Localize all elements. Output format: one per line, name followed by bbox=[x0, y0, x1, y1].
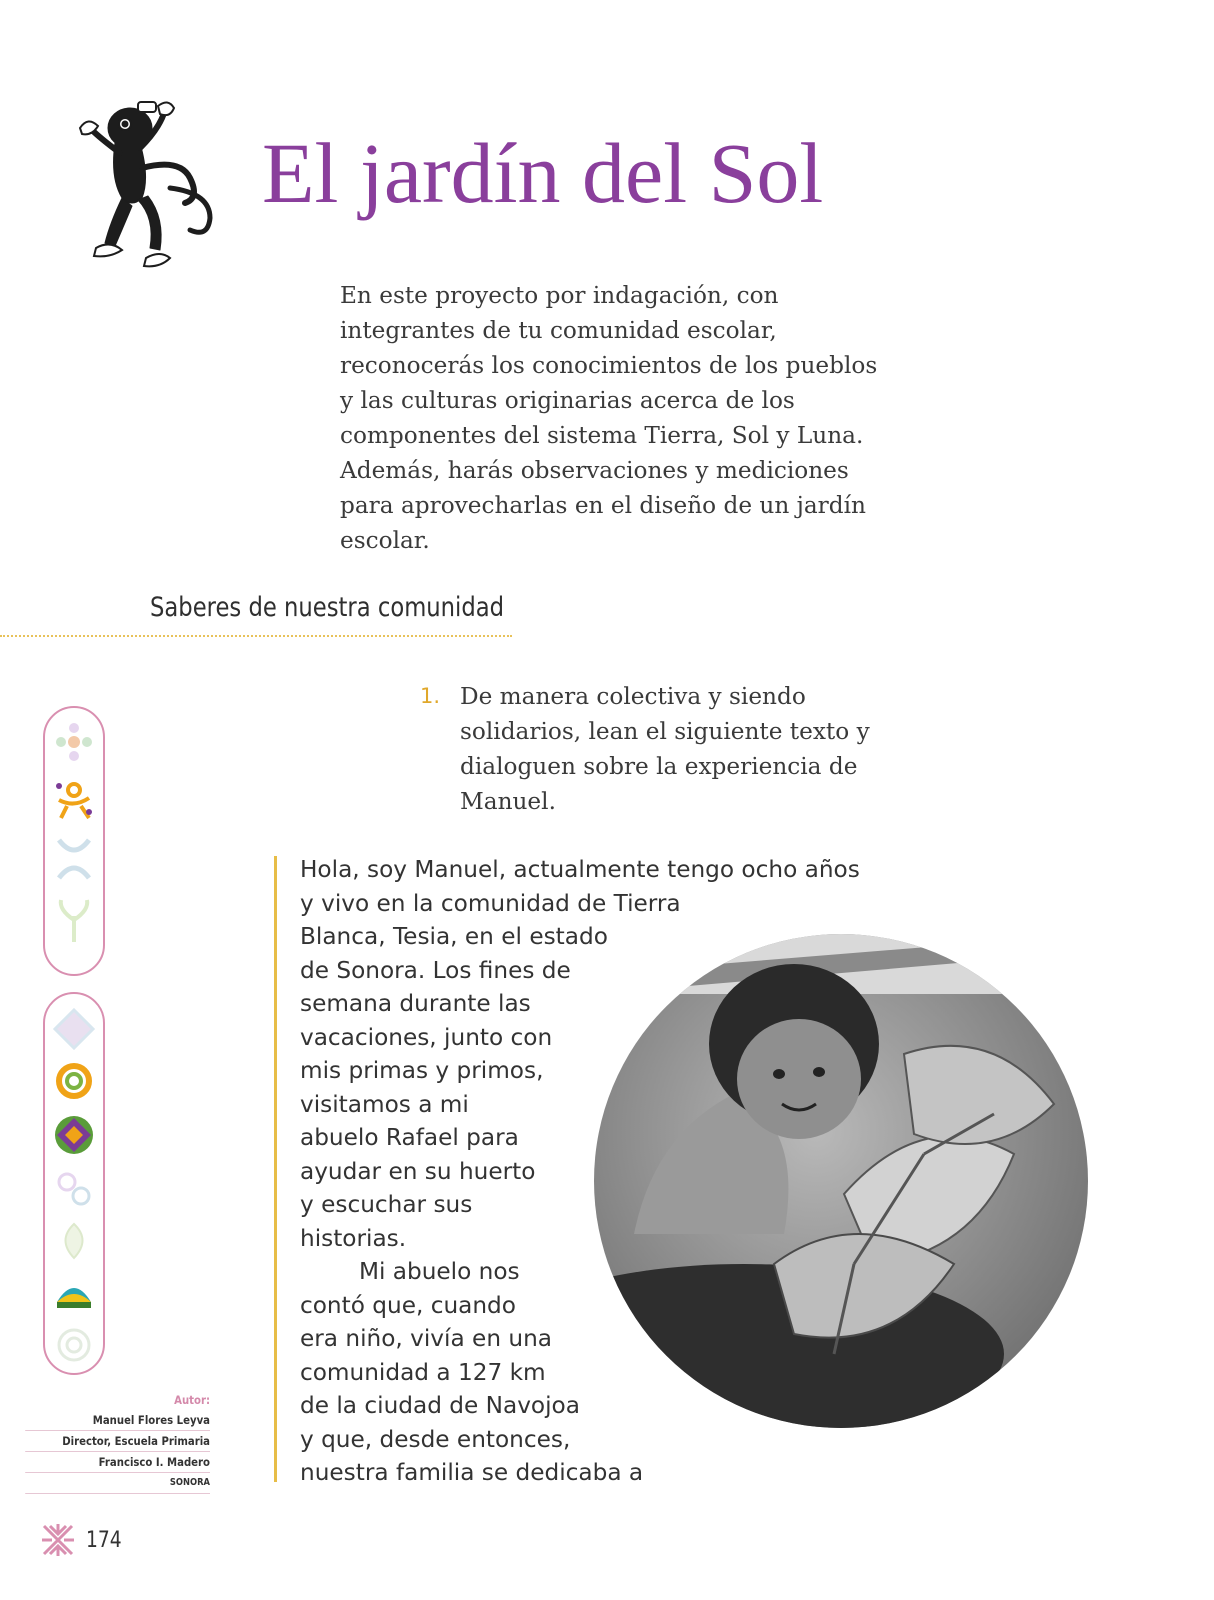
fan-icon bbox=[53, 1272, 95, 1314]
author-label: Autor: bbox=[174, 1393, 210, 1407]
reading-line: y vivo en la comunidad de Tierra bbox=[300, 889, 681, 917]
reading-line: visitamos a mi bbox=[300, 1090, 469, 1118]
flower-icon bbox=[53, 722, 95, 762]
step-instructions: De manera colectiva y siendo solidarios, lean el siguiente texto y dialoguen sobre la experiencia de Manuel. bbox=[460, 683, 870, 815]
reading-line: Hola, soy Manuel, actualmente tengo ocho años bbox=[300, 856, 860, 883]
sidebar-icon-group-top bbox=[43, 706, 105, 976]
page-ornament-icon bbox=[40, 1522, 76, 1558]
plant-icon bbox=[53, 896, 95, 946]
reading-line: comunidad a 127 km bbox=[300, 1358, 546, 1386]
reading-line: historias. bbox=[300, 1224, 407, 1252]
reading-line: abuelo Rafael para bbox=[300, 1124, 519, 1151]
section-divider bbox=[0, 635, 512, 637]
boy-in-garden-photo bbox=[594, 934, 1088, 1428]
star-compass-icon bbox=[53, 1114, 95, 1156]
reading-line: vacaciones, junto con bbox=[300, 1023, 553, 1051]
reading-line: contó que, cuando bbox=[300, 1291, 516, 1319]
reading-line: Mi abuelo nos bbox=[300, 1258, 520, 1285]
reading-accent-bar bbox=[274, 856, 277, 1482]
author-credits bbox=[0, 1390, 210, 1494]
reading-line: nuestra familia se dedicaba a bbox=[300, 1459, 644, 1486]
sidebar-icon-group-bottom bbox=[43, 992, 105, 1375]
author-state: SONORA bbox=[25, 1473, 210, 1494]
figures-icon bbox=[53, 834, 95, 884]
reading-line: era niño, vivía en una bbox=[300, 1325, 552, 1352]
reading-line: ayudar en su huerto bbox=[300, 1157, 536, 1185]
sun-figure-icon bbox=[53, 776, 95, 822]
section-heading: Saberes de nuestra comunidad bbox=[150, 592, 505, 623]
reading-line: mis primas y primos, bbox=[300, 1057, 544, 1084]
reading-line: semana durante las bbox=[300, 990, 531, 1017]
step-number: 1. bbox=[420, 684, 441, 708]
author-school: Francisco I. Madero bbox=[25, 1452, 210, 1473]
monkey-illustration bbox=[70, 98, 225, 276]
reading-line: de Sonora. Los fines de bbox=[300, 956, 571, 984]
reading-line: y escuchar sus bbox=[300, 1191, 473, 1218]
ring-icon bbox=[53, 1060, 95, 1102]
chain-icon bbox=[53, 1168, 95, 1210]
author-name: Manuel Flores Leyva bbox=[25, 1410, 210, 1431]
spiral-icon bbox=[53, 1324, 95, 1366]
reading-line: Blanca, Tesia, en el estado bbox=[300, 923, 608, 950]
lesson-title: El jardín del Sol bbox=[262, 125, 824, 221]
leaf-icon bbox=[53, 1220, 95, 1262]
intro-paragraph: En este proyecto por indagación, con integrantes de tu comunidad escolar, reconocerás los conocimientos de los pueblos y las culturas originarias acerca de los componentes del sistema Tierra, Sol y Luna. Además, harás observaciones y mediciones para aprovecharlas en el diseño de un jardín escolar. bbox=[340, 282, 878, 554]
page-number: 174 bbox=[86, 1528, 122, 1553]
reading-line: y que, desde entonces, bbox=[300, 1425, 571, 1453]
reading-line: de la ciudad de Navojoa bbox=[300, 1392, 580, 1419]
diamond-icon bbox=[53, 1008, 95, 1050]
author-position: Director, Escuela Primaria bbox=[25, 1431, 210, 1452]
